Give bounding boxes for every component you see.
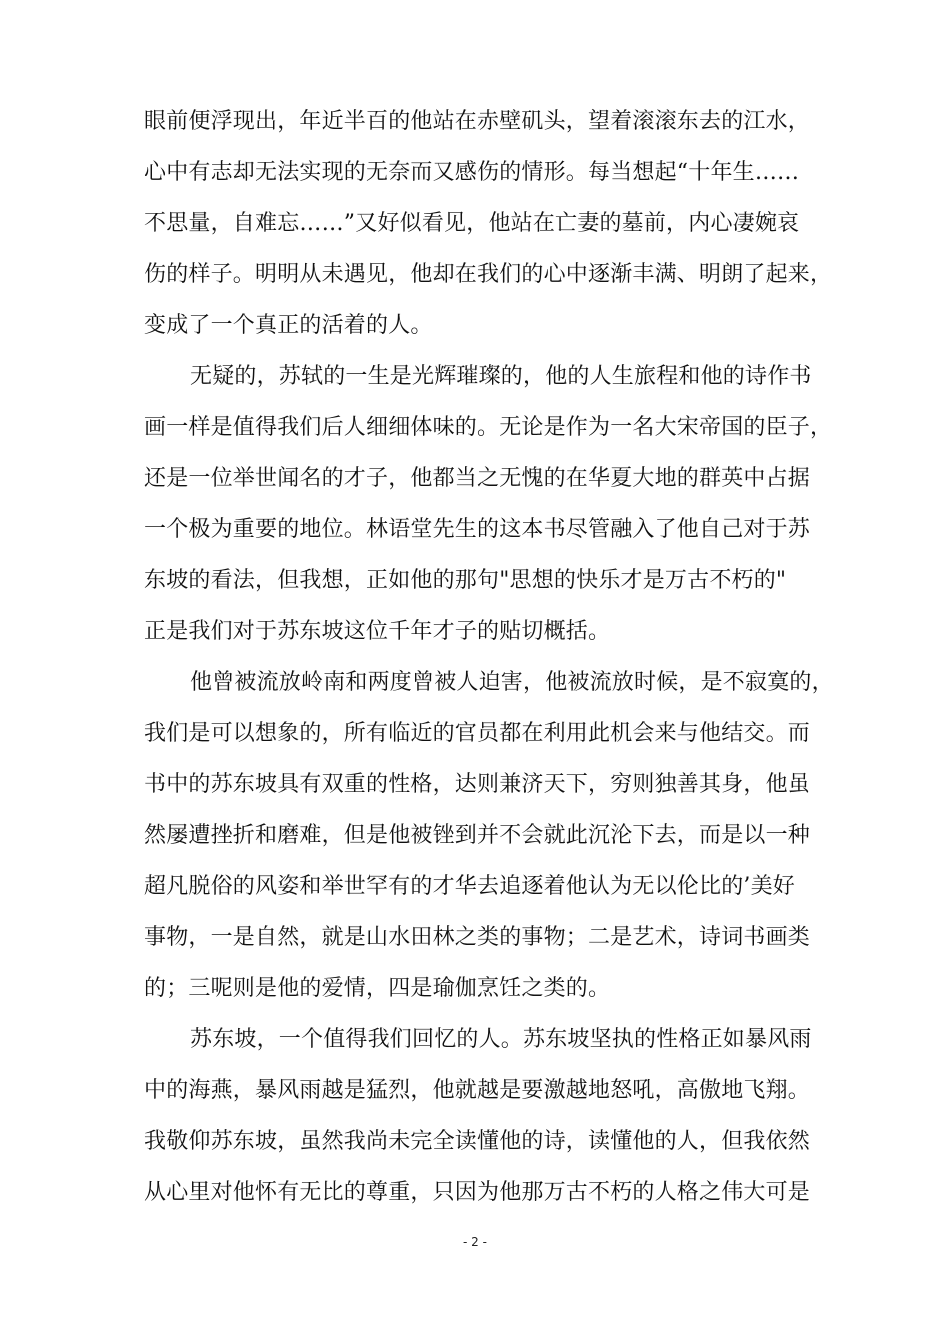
text-line: 我们是可以想象的，所有临近的官员都在利用此机会来与他结交。而 [144,721,811,746]
text-line: 我敬仰苏东坡，虽然我尚未完全读懂他的诗，读懂他的人，但我依然 [144,1129,811,1154]
text-line: 一个极为重要的地位。林语堂先生的这本书尽管融入了他自己对于苏 [144,517,811,542]
text-line: 画一样是值得我们后人细细体味的。无论是作为一名大宋帝国的臣子， [144,415,833,440]
text-line: 苏东坡，一个值得我们回忆的人。苏东坡坚执的性格正如暴风雨 [190,1027,812,1052]
text-line: 还是一位举世闻名的才子，他都当之无愧的在华夏大地的群英中占据 [144,466,811,491]
page-number: - 2 - [463,1235,487,1249]
text-line: 从心里对他怀有无比的尊重，只因为他那万古不朽的人格之伟大可是 [144,1180,811,1205]
text-line: 变成了一个真正的活着的人。 [144,313,433,338]
text-line: 伤的样子。明明从未遇见，他却在我们的心中逐渐丰满、明朗了起来， [144,262,833,287]
text-line: 他曾被流放岭南和两度曾被人迫害，他被流放时候，是不寂寞的， [190,670,834,695]
text-line: 心中有志却无法实现的无奈而又感伤的情形。每当想起“十年生…… [144,160,800,185]
text-line: 书中的苏东坡具有双重的性格，达则兼济天下，穷则独善其身，他虽 [144,772,811,797]
text-line: 然屡遭挫折和磨难，但是他被锉到并不会就此沉沦下去，而是以一种 [144,823,811,848]
text-line: 的；三呢则是他的爱情，四是瑜伽烹饪之类的。 [144,976,611,1001]
text-line: 超凡脱俗的风姿和举世罕有的才华去追逐着他认为无以伦比的’美好 [144,874,795,899]
text-line: 无疑的，苏轼的一生是光辉璀璨的，他的人生旅程和他的诗作书 [190,364,812,389]
text-line: 正是我们对于苏东坡这位千年才子的贴切概括。 [144,619,611,644]
text-line: 眼前便浮现出，年近半百的他站在赤壁矶头，望着滚滚东去的江水， [144,109,811,134]
text-line: 东坡的看法，但我想，正如他的那句"思想的快乐才是万古不朽的" [144,568,787,593]
text-line: 事物，一是自然，就是山水田林之类的事物；二是艺术，诗词书画类 [144,925,811,950]
text-line: 不思量，自难忘……”又好似看见，他站在亡妻的墓前，内心凄婉哀 [144,211,800,236]
text-line: 中的海燕，暴风雨越是猛烈，他就越是要激越地怒吼，高傲地飞翔。 [144,1078,811,1103]
